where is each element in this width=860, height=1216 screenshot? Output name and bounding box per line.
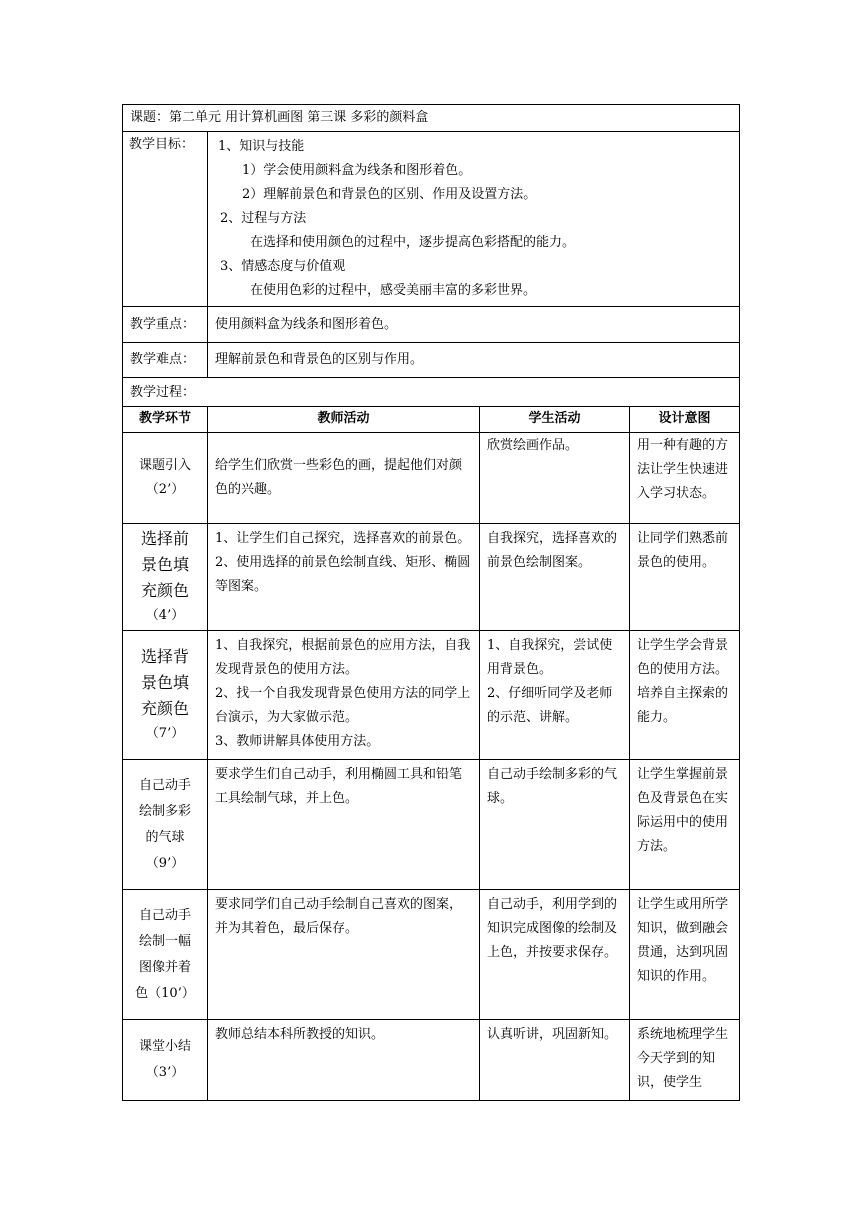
key-point-label: 教学重点：: [123, 307, 208, 343]
objective-line: 2）理解前景色和背景色的区别、作用及设置方法。: [242, 187, 537, 202]
difficulty-label: 教学难点：: [123, 343, 208, 378]
student-activity: 自我探究，选择喜欢的前景色绘制图案。: [480, 524, 630, 631]
objective-line: 在使用色彩的过程中，感受美丽丰富的多彩世界。: [250, 283, 537, 298]
objective-line: 1、知识与技能: [218, 139, 305, 154]
column-header-stage: 教学环节: [123, 407, 208, 433]
objectives-content: [208, 132, 740, 307]
teacher-activity: 1、让学生们自己探究，选择喜欢的前景色。 2、使用选择的前景色绘制直线、矩形、椭圆等图案。: [208, 524, 480, 631]
key-point-text: 使用颜料盒为线条和图形着色。: [208, 307, 740, 343]
design-intent: 让学生学会背景色的使用方法。 培养自主探索的能力。: [630, 631, 740, 760]
column-header-teacher: 教师活动: [208, 407, 480, 433]
column-header-intent: 设计意图: [630, 407, 740, 433]
student-activity: 1、自我探究，尝试使用背景色。 2、仔细听同学及老师的示范、讲解。: [480, 631, 630, 760]
objective-line: 3、情感态度与价值观: [220, 259, 346, 274]
stage-cell: 选择前 景色填 充颜色 （4’）: [123, 524, 208, 631]
table-row: [123, 760, 740, 890]
table-row: [123, 631, 740, 760]
table-row: [123, 524, 740, 631]
objectives-label: 教学目标：: [123, 132, 208, 307]
table-row: [123, 433, 740, 524]
teacher-activity: 教师总结本科所教授的知识。: [208, 1020, 480, 1101]
teacher-activity: 要求学生们自己动手，利用椭圆工具和铅笔工具绘制气球，并上色。: [208, 760, 480, 890]
design-intent: 让同学们熟悉前景色的使用。: [630, 524, 740, 631]
design-intent: 让学生掌握前景色及背景色在实际运用中的使用方法。: [630, 760, 740, 890]
lesson-topic: 课题：第二单元 用计算机画图 第三课 多彩的颜料盒: [123, 105, 740, 132]
stage-cell: 自己动手 绘制多彩 的气球 （9’）: [123, 760, 208, 890]
teacher-activity: 给学生们欣赏一些彩色的画，提起他们对颜色的兴趣。: [208, 433, 480, 524]
objective-line: 2、过程与方法: [220, 211, 307, 226]
table-row: [123, 1020, 740, 1101]
objective-line: 在选择和使用颜色的过程中，逐步提高色彩搭配的能力。: [250, 235, 576, 250]
design-intent: 让学生或用所学知识，做到融会贯通，达到巩固知识的作用。: [630, 890, 740, 1020]
student-activity: 自己动手，利用学到的知识完成图像的绘制及上色，并按要求保存。: [480, 890, 630, 1020]
process-label: 教学过程：: [123, 378, 740, 407]
column-header-student: 学生活动: [480, 407, 630, 433]
objective-line: 1）学会使用颜料盒为线条和图形着色。: [242, 163, 472, 178]
stage-cell: 选择背 景色填 充颜色 （7’）: [123, 631, 208, 760]
student-activity: 欣赏绘画作品。: [480, 433, 630, 524]
teacher-activity: 1、自我探究，根据前景色的应用方法，自我发现背景色的使用方法。 2、找一个自我发现背景色使用方法的同学上台演示，为大家做示范。 3、教师讲解具体使用方法。: [208, 631, 480, 760]
student-activity: 自己动手绘制多彩的气球。: [480, 760, 630, 890]
table-row: [123, 890, 740, 1020]
student-activity: 认真听讲，巩固新知。: [480, 1020, 630, 1101]
difficulty-text: 理解前景色和背景色的区别与作用。: [208, 343, 740, 378]
stage-cell: 课堂小结 （3’）: [123, 1020, 208, 1101]
design-intent: 用一种有趣的方法让学生快速进入学习状态。: [630, 433, 740, 524]
lesson-plan-document: [122, 104, 739, 1101]
lesson-plan-table: [122, 104, 740, 1101]
stage-cell: 课题引入 （2’）: [123, 433, 208, 524]
design-intent: 系统地梳理学生今天学到的知识，使学生: [630, 1020, 740, 1101]
stage-cell: 自己动手 绘制一幅 图像并着 色（10’）: [123, 890, 208, 1020]
teacher-activity: 要求同学们自己动手绘制自己喜欢的图案，并为其着色，最后保存。: [208, 890, 480, 1020]
